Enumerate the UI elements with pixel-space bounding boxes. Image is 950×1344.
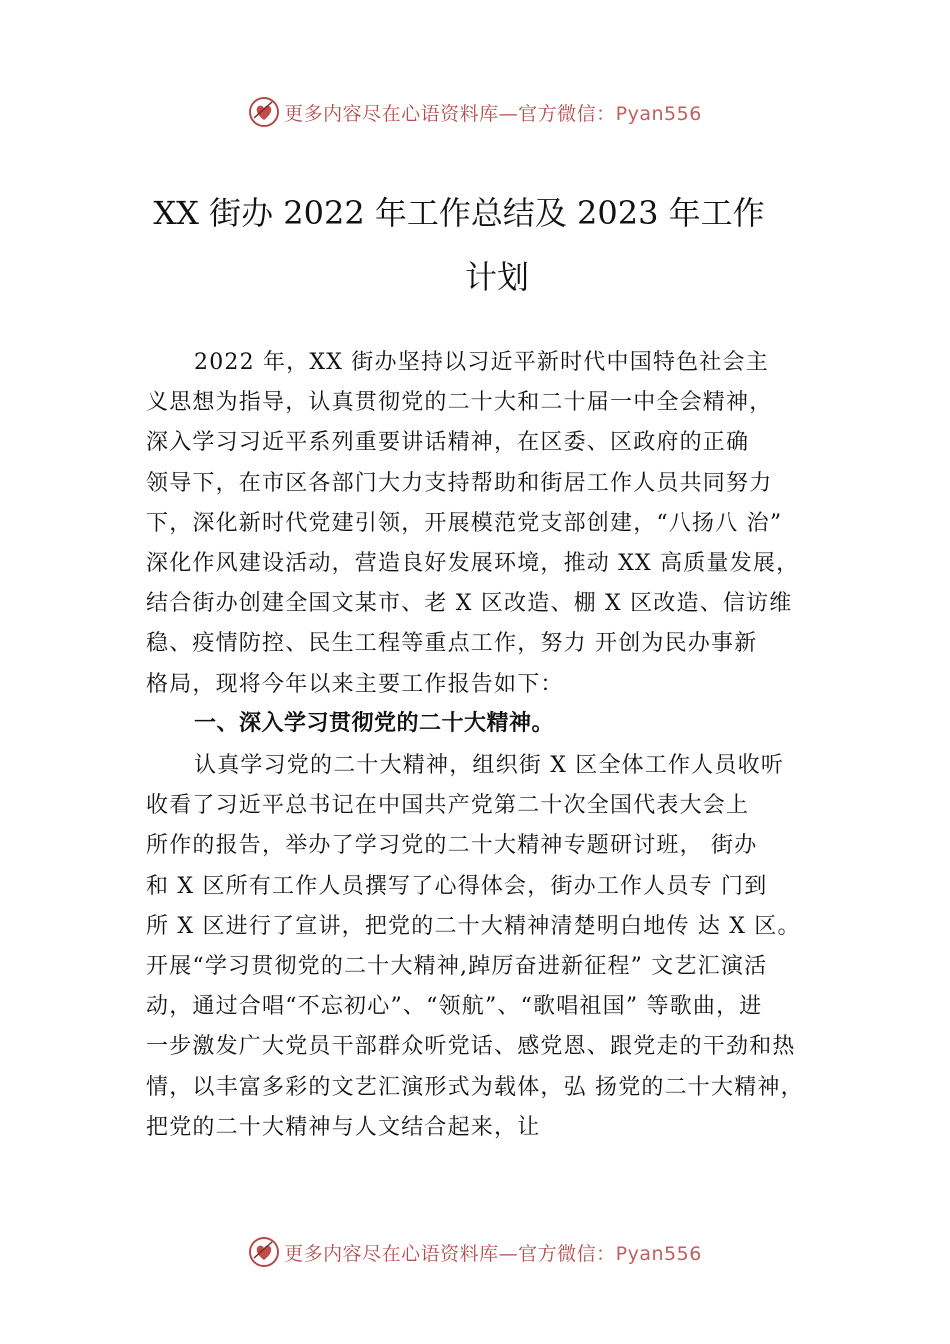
- text-line: 下，深化新时代党建引领，开展模范党支部创建，“八扬八 治”: [146, 510, 783, 536]
- text-line: 所 X 区进行了宣讲，把党的二十大精神清楚明白地传 达 X 区。: [146, 913, 801, 939]
- text-line: 领导下，在市区各部门大力支持帮助和街居工作人员共同努力: [146, 470, 773, 496]
- text-line: 动，通过合唱“不忘初心”、“领航”、“歌唱祖国” 等歌曲，进: [146, 994, 763, 1020]
- text-line: 收看了习近平总书记在中国共产党第二十次全国代表大会上: [146, 793, 750, 819]
- text-line: 情，以丰富多彩的文艺汇演形式为载体，弘 扬党的二十大精神，: [146, 1074, 804, 1100]
- banner-text: 更多内容尽在心语资料库—官方微信：Pyan556: [284, 102, 702, 125]
- paragraph-intro: [146, 343, 846, 705]
- text-line: 开展“学习贯彻党的二十大精神,踔厉奋进新征程” 文艺汇演活: [146, 953, 768, 979]
- text-line: 一步激发广大党员干部群众听党话、感党恩、跟党走的干劲和热: [146, 1034, 796, 1060]
- text-line: 认真学习党的二十大精神，组织街 X 区全体工作人员收听: [194, 753, 785, 778]
- paragraph-section-1: [146, 746, 846, 1148]
- section-heading-text: 一、深入学习贯彻党的二十大精神。: [194, 711, 555, 736]
- document-title-line-1: XX 街办 2022 年工作总结及 2023 年工作: [153, 194, 765, 232]
- section-heading-1: [146, 704, 846, 744]
- header-watermark-banner: [0, 92, 950, 132]
- text-line: 2022 年，XX 街办坚持以习近平新时代中国特色社会主: [194, 350, 769, 375]
- heart-logo-icon: [248, 1236, 280, 1268]
- heart-logo-icon: [248, 96, 280, 128]
- wechat-handle: Pyan556: [615, 102, 702, 125]
- text-line: 深化作风建设活动，营造良好发展环境，推动 XX 高质量发展，: [146, 550, 800, 576]
- wechat-handle: Pyan556: [615, 1242, 702, 1265]
- text-line: 所作的报告，举办了学习党的二十大精神专题研讨班， 街办: [146, 833, 758, 859]
- text-line: 深入学习习近平系列重要讲话精神，在区委、区政府的正确: [146, 430, 750, 456]
- document-title-line-2: 计划: [464, 258, 529, 296]
- text-line: 结合街办创建全国文某市、老 X 区改造、棚 X 区改造、信访维: [146, 591, 793, 617]
- text-line: 和 X 区所有工作人员撰写了心得体会，街办工作人员专 门到: [146, 873, 768, 899]
- text-line: 稳、疫情防控、民生工程等重点工作，努力 开创为民办事新: [146, 631, 758, 657]
- footer-watermark-banner: [0, 1232, 950, 1272]
- banner-text: 更多内容尽在心语资料库—官方微信：Pyan556: [284, 1242, 702, 1265]
- text-line: 格局，现将今年以来主要工作报告如下：: [146, 671, 564, 697]
- text-line: 义思想为指导，认真贯彻党的二十大和二十届一中全会精神，: [146, 390, 773, 416]
- text-line: 把党的二十大精神与人文结合起来，让: [146, 1114, 541, 1140]
